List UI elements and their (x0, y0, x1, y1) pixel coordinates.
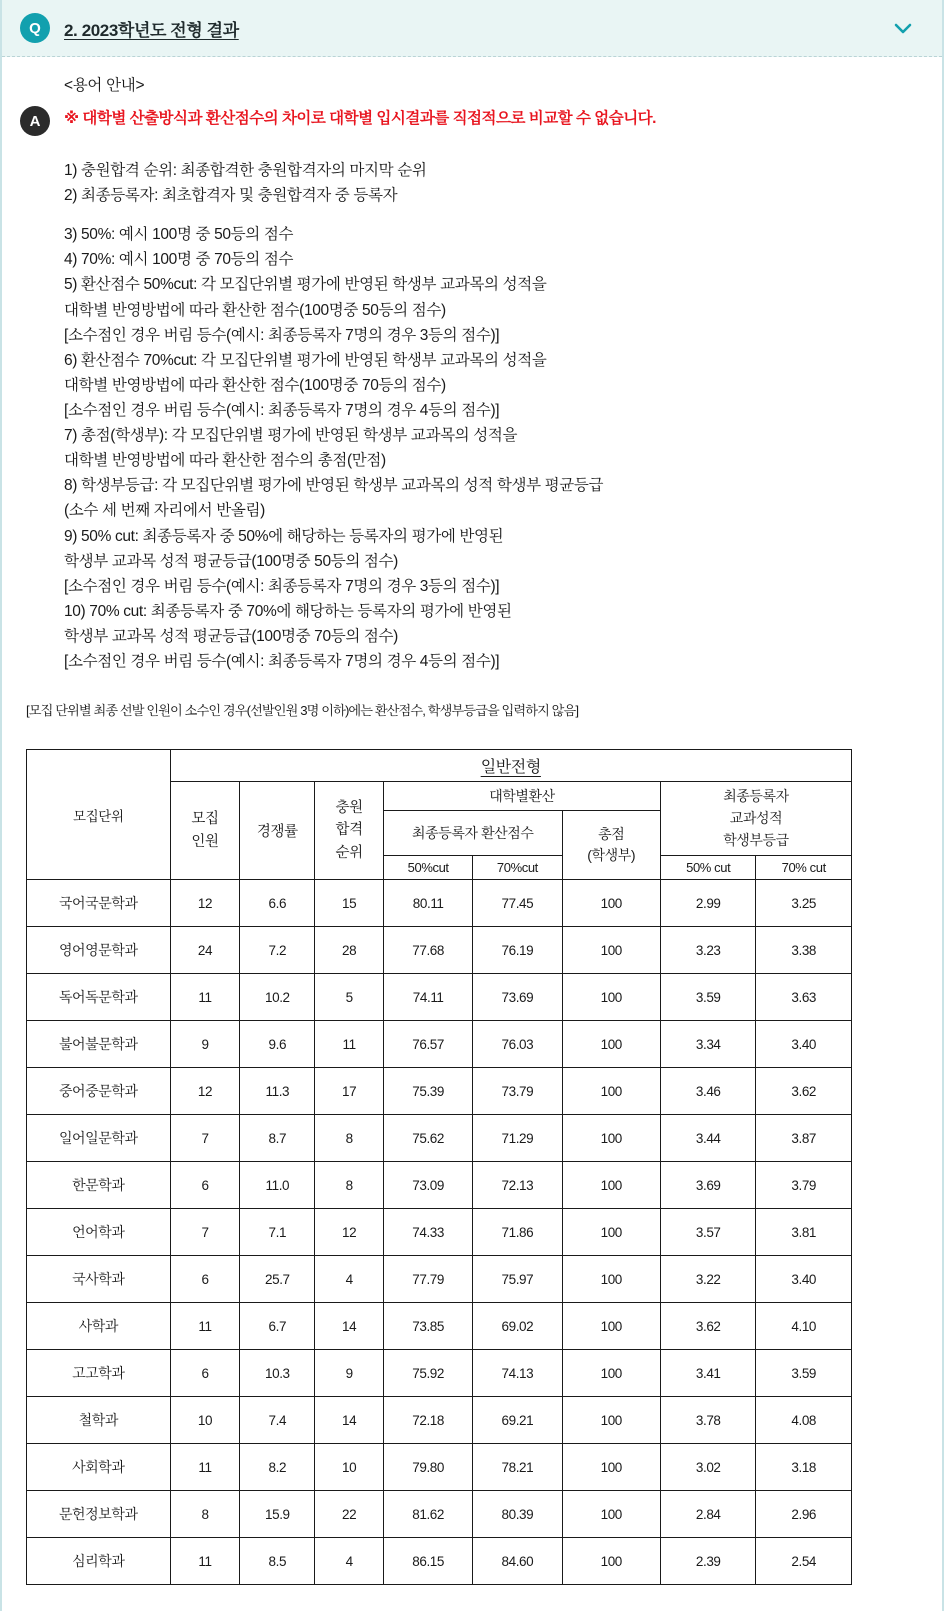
cell-grade-cut70: 2.54 (756, 1538, 852, 1585)
table-row (27, 1444, 852, 1491)
total-line1: 총점 (598, 825, 625, 842)
cell-total-score: 100 (562, 1491, 660, 1538)
cell-grade-cut50: 3.46 (661, 1068, 756, 1115)
cell-grade-cut70: 3.62 (756, 1068, 852, 1115)
cell-grade-cut70: 3.18 (756, 1444, 852, 1491)
cell-conv-cut50: 73.09 (384, 1162, 473, 1209)
cell-competition-ratio: 25.7 (240, 1256, 315, 1303)
cell-grade-cut50: 3.62 (661, 1303, 756, 1350)
cell-conv-cut70: 76.19 (473, 927, 562, 974)
cell-quota: 11 (170, 1444, 240, 1491)
table-row (27, 927, 852, 974)
table-head (27, 750, 852, 880)
definition-line: 대학별 반영방법에 따라 환산한 점수의 총점(만점) (64, 452, 386, 470)
chevron-down-icon[interactable] (890, 15, 916, 41)
definition-line: [소수점인 경우 버림 등수(예시: 최종등록자 7명의 경우 3등의 점수)] (64, 577, 500, 595)
cell-competition-ratio: 15.9 (240, 1491, 315, 1538)
cell-total-score: 100 (562, 1538, 660, 1585)
table-row (27, 1350, 852, 1397)
cell-competition-ratio: 6.6 (240, 880, 315, 927)
definition-line: 학생부 교과목 성적 평균등급(100명중 50등의 점수) (64, 552, 398, 570)
cell-waitlist-rank: 5 (315, 974, 384, 1021)
cell-quota: 9 (170, 1021, 240, 1068)
answer-notice-row (20, 105, 922, 136)
cell-department: 문헌정보학과 (27, 1491, 171, 1538)
cell-department: 한문학과 (27, 1162, 171, 1209)
table-row (27, 1162, 852, 1209)
cell-competition-ratio: 10.2 (240, 974, 315, 1021)
cell-department: 영어영문학과 (27, 927, 171, 974)
page-title[interactable]: 2. 2023학년도 전형 결과 (64, 20, 239, 40)
results-table-wrapper (26, 749, 852, 1585)
cell-department: 불어불문학과 (27, 1021, 171, 1068)
cell-department: 국어국문학과 (27, 880, 171, 927)
cell-conv-cut70: 72.13 (473, 1162, 562, 1209)
cell-total-score: 100 (562, 974, 660, 1021)
cell-conv-cut50: 73.85 (384, 1303, 473, 1350)
cell-grade-cut70: 3.87 (756, 1115, 852, 1162)
cell-total-score: 100 (562, 1444, 660, 1491)
table-row (27, 1538, 852, 1585)
cell-department: 중어중문학과 (27, 1068, 171, 1115)
cell-waitlist-rank: 12 (315, 1209, 384, 1256)
cell-conv-cut50: 74.11 (384, 974, 473, 1021)
definition-line: 2) 최종등록자: 최초합격자 및 충원합격자 중 등록자 (64, 187, 398, 205)
quota-line2: 인원 (191, 833, 219, 850)
accordion-header[interactable] (2, 0, 942, 57)
definition-line: 대학별 반영방법에 따라 환산한 점수(100명중 70등의 점수) (64, 376, 446, 394)
cell-total-score: 100 (562, 1256, 660, 1303)
cell-total-score: 100 (562, 1115, 660, 1162)
cell-conv-cut50: 86.15 (384, 1538, 473, 1585)
cell-quota: 12 (170, 1068, 240, 1115)
cell-grade-cut70: 3.38 (756, 927, 852, 974)
cell-department: 독어독문학과 (27, 974, 171, 1021)
cell-total-score: 100 (562, 1209, 660, 1256)
definition-line: 10) 70% cut: 최종등록자 중 70%에 해당하는 등록자의 평가에 반영된 (64, 602, 512, 620)
cell-department: 고고학과 (27, 1350, 171, 1397)
col-header-grade-cut50: 50% cut (661, 856, 756, 880)
rank-line2: 합격 (335, 822, 363, 839)
accordion-body (2, 57, 942, 1611)
cell-conv-cut50: 75.92 (384, 1350, 473, 1397)
cell-total-score: 100 (562, 927, 660, 974)
term-guide-title: <용어 안내> (64, 77, 145, 94)
cell-grade-cut50: 3.57 (661, 1209, 756, 1256)
cell-quota: 6 (170, 1256, 240, 1303)
small-note: [모집 단위별 최종 선발 인원이 소수인 경우(선발인원 3명 이하)에는 환산점수, 학생부등급을 입력하지 않음] (26, 703, 579, 719)
cell-conv-cut70: 75.97 (473, 1256, 562, 1303)
cell-grade-cut70: 3.59 (756, 1350, 852, 1397)
definition-line: 8) 학생부등급: 각 모집단위별 평가에 반영된 학생부 교과목의 성적 학생부 평균등급 (64, 477, 604, 495)
table-row (27, 974, 852, 1021)
cell-total-score: 100 (562, 880, 660, 927)
col-header-grade-group (661, 782, 852, 856)
cell-grade-cut50: 3.34 (661, 1021, 756, 1068)
cell-competition-ratio: 11.3 (240, 1068, 315, 1115)
cell-total-score: 100 (562, 1303, 660, 1350)
col-header-total (562, 811, 660, 880)
cell-department: 국사학과 (27, 1256, 171, 1303)
definition-line: 대학별 반영방법에 따라 환산한 점수(100명중 50등의 점수) (64, 301, 446, 319)
header-row-1 (27, 750, 852, 782)
cell-grade-cut50: 2.99 (661, 880, 756, 927)
cell-waitlist-rank: 4 (315, 1538, 384, 1585)
cell-conv-cut70: 78.21 (473, 1444, 562, 1491)
cell-competition-ratio: 8.2 (240, 1444, 315, 1491)
cell-waitlist-rank: 11 (315, 1021, 384, 1068)
cell-conv-cut70: 71.86 (473, 1209, 562, 1256)
definition-line: [소수점인 경우 버림 등수(예시: 최종등록자 7명의 경우 4등의 점수)] (64, 401, 500, 419)
cell-conv-cut70: 76.03 (473, 1021, 562, 1068)
cell-grade-cut50: 3.44 (661, 1115, 756, 1162)
cell-quota: 7 (170, 1209, 240, 1256)
cell-quota: 11 (170, 1538, 240, 1585)
cell-conv-cut50: 76.57 (384, 1021, 473, 1068)
cell-waitlist-rank: 17 (315, 1068, 384, 1115)
cell-conv-cut50: 77.79 (384, 1256, 473, 1303)
cell-department: 사회학과 (27, 1444, 171, 1491)
definition-line: (소수 세 번째 자리에서 반올림) (64, 502, 265, 520)
total-line2: (학생부) (587, 847, 636, 864)
cell-waitlist-rank: 28 (315, 927, 384, 974)
cell-competition-ratio: 10.3 (240, 1350, 315, 1397)
col-header-conv-cut50: 50%cut (384, 856, 473, 880)
definition-line: 학생부 교과목 성적 평균등급(100명중 70등의 점수) (64, 627, 398, 645)
cell-waitlist-rank: 15 (315, 880, 384, 927)
cell-conv-cut70: 71.29 (473, 1115, 562, 1162)
cell-grade-cut50: 3.59 (661, 974, 756, 1021)
definition-line: 6) 환산점수 70%cut: 각 모집단위별 평가에 반영된 학생부 교과목의 성적을 (64, 351, 547, 369)
grade-group-line3: 학생부등급 (723, 831, 789, 848)
cell-conv-cut50: 81.62 (384, 1491, 473, 1538)
rank-line1: 충원 (335, 800, 363, 817)
col-header-quota (170, 782, 240, 880)
cell-conv-cut70: 80.39 (473, 1491, 562, 1538)
cell-competition-ratio: 6.7 (240, 1303, 315, 1350)
table-row (27, 1491, 852, 1538)
cell-conv-cut70: 73.69 (473, 974, 562, 1021)
cell-conv-cut50: 74.33 (384, 1209, 473, 1256)
cell-waitlist-rank: 8 (315, 1115, 384, 1162)
cell-department: 사학과 (27, 1303, 171, 1350)
cell-waitlist-rank: 4 (315, 1256, 384, 1303)
grade-group-line1: 최종등록자 (723, 788, 789, 805)
definition-line: 9) 50% cut: 최종등록자 중 50%에 해당하는 등록자의 평가에 반영된 (64, 527, 504, 545)
table-body (27, 880, 852, 1585)
cell-competition-ratio: 9.6 (240, 1021, 315, 1068)
cell-quota: 10 (170, 1397, 240, 1444)
cell-grade-cut50: 3.02 (661, 1444, 756, 1491)
table-row (27, 880, 852, 927)
cell-grade-cut50: 3.69 (661, 1162, 756, 1209)
grade-group-line2: 교과성적 (729, 809, 783, 826)
cell-conv-cut50: 79.80 (384, 1444, 473, 1491)
cell-department: 언어학과 (27, 1209, 171, 1256)
cell-conv-cut70: 69.02 (473, 1303, 562, 1350)
cell-total-score: 100 (562, 1068, 660, 1115)
cell-conv-cut50: 80.11 (384, 880, 473, 927)
cell-competition-ratio: 7.1 (240, 1209, 315, 1256)
definition-line: 3) 50%: 예시 100명 중 50등의 점수 (64, 226, 294, 244)
cell-quota: 7 (170, 1115, 240, 1162)
cell-waitlist-rank: 14 (315, 1397, 384, 1444)
cell-grade-cut70: 3.25 (756, 880, 852, 927)
table-row (27, 1021, 852, 1068)
cell-grade-cut70: 3.81 (756, 1209, 852, 1256)
cell-grade-cut70: 3.79 (756, 1162, 852, 1209)
warning-notice: ※ 대학별 산출방식과 환산점수의 차이로 대학별 입시결과를 직접적으로 비교할 수 없습니다. (64, 110, 656, 127)
col-header-rank (315, 782, 384, 880)
cell-quota: 6 (170, 1350, 240, 1397)
cell-waitlist-rank: 9 (315, 1350, 384, 1397)
cell-quota: 11 (170, 1303, 240, 1350)
definition-line: 5) 환산점수 50%cut: 각 모집단위별 평가에 반영된 학생부 교과목의 성적을 (64, 276, 547, 294)
cell-grade-cut50: 2.39 (661, 1538, 756, 1585)
cell-grade-cut70: 2.96 (756, 1491, 852, 1538)
col-header-dept: 모집단위 (27, 750, 171, 880)
definition-line: 7) 총점(학생부): 각 모집단위별 평가에 반영된 학생부 교과목의 성적을 (64, 427, 518, 445)
definition-line: 4) 70%: 예시 100명 중 70등의 점수 (64, 251, 294, 269)
col-header-group: 일반전형 (170, 750, 851, 782)
cell-grade-cut70: 3.40 (756, 1021, 852, 1068)
question-badge: Q (20, 13, 50, 43)
definition-line: [소수점인 경우 버림 등수(예시: 최종등록자 7명의 경우 4등의 점수)] (64, 653, 500, 671)
cell-waitlist-rank: 10 (315, 1444, 384, 1491)
cell-conv-cut50: 72.18 (384, 1397, 473, 1444)
definition-line: 1) 충원합격 순위: 최종합격한 충원합격자의 마지막 순위 (64, 162, 427, 179)
cell-conv-cut70: 84.60 (473, 1538, 562, 1585)
cell-waitlist-rank: 22 (315, 1491, 384, 1538)
col-header-conv-score: 최종등록자 환산점수 (384, 811, 563, 856)
table-row (27, 1209, 852, 1256)
cell-waitlist-rank: 8 (315, 1162, 384, 1209)
cell-grade-cut70: 3.40 (756, 1256, 852, 1303)
answer-badge: A (20, 106, 50, 136)
cell-conv-cut70: 77.45 (473, 880, 562, 927)
cell-quota: 6 (170, 1162, 240, 1209)
admission-results-table (26, 749, 852, 1585)
cell-total-score: 100 (562, 1162, 660, 1209)
cell-department: 일어일문학과 (27, 1115, 171, 1162)
cell-grade-cut50: 3.41 (661, 1350, 756, 1397)
definition-line: [소수점인 경우 버림 등수(예시: 최종등록자 7명의 경우 3등의 점수)] (64, 326, 500, 344)
cell-grade-cut50: 3.23 (661, 927, 756, 974)
table-row (27, 1256, 852, 1303)
cell-grade-cut70: 4.10 (756, 1303, 852, 1350)
cell-conv-cut70: 73.79 (473, 1068, 562, 1115)
cell-conv-cut70: 74.13 (473, 1350, 562, 1397)
table-row (27, 1115, 852, 1162)
rank-line3: 순위 (335, 844, 363, 861)
cell-total-score: 100 (562, 1397, 660, 1444)
col-header-ratio: 경쟁률 (240, 782, 315, 880)
table-row (27, 1303, 852, 1350)
table-row (27, 1397, 852, 1444)
cell-competition-ratio: 11.0 (240, 1162, 315, 1209)
col-header-conv-cut70: 70%cut (473, 856, 562, 880)
table-row (27, 1068, 852, 1115)
col-header-grade-cut70: 70% cut (756, 856, 852, 880)
cell-quota: 24 (170, 927, 240, 974)
cell-total-score: 100 (562, 1021, 660, 1068)
cell-grade-cut70: 4.08 (756, 1397, 852, 1444)
cell-grade-cut50: 3.78 (661, 1397, 756, 1444)
definition-list (64, 158, 922, 674)
cell-competition-ratio: 8.5 (240, 1538, 315, 1585)
cell-department: 심리학과 (27, 1538, 171, 1585)
cell-department: 철학과 (27, 1397, 171, 1444)
cell-waitlist-rank: 14 (315, 1303, 384, 1350)
spacer (64, 208, 922, 222)
col-header-conversion-group: 대학별환산 (384, 782, 661, 811)
cell-conv-cut50: 77.68 (384, 927, 473, 974)
cell-conv-cut70: 69.21 (473, 1397, 562, 1444)
quota-line1: 모집 (191, 811, 219, 828)
cell-quota: 8 (170, 1491, 240, 1538)
cell-quota: 11 (170, 974, 240, 1021)
cell-competition-ratio: 7.2 (240, 927, 315, 974)
cell-conv-cut50: 75.62 (384, 1115, 473, 1162)
cell-conv-cut50: 75.39 (384, 1068, 473, 1115)
cell-grade-cut70: 3.63 (756, 974, 852, 1021)
cell-competition-ratio: 7.4 (240, 1397, 315, 1444)
cell-grade-cut50: 3.22 (661, 1256, 756, 1303)
cell-quota: 12 (170, 880, 240, 927)
cell-competition-ratio: 8.7 (240, 1115, 315, 1162)
cell-grade-cut50: 2.84 (661, 1491, 756, 1538)
cell-total-score: 100 (562, 1350, 660, 1397)
